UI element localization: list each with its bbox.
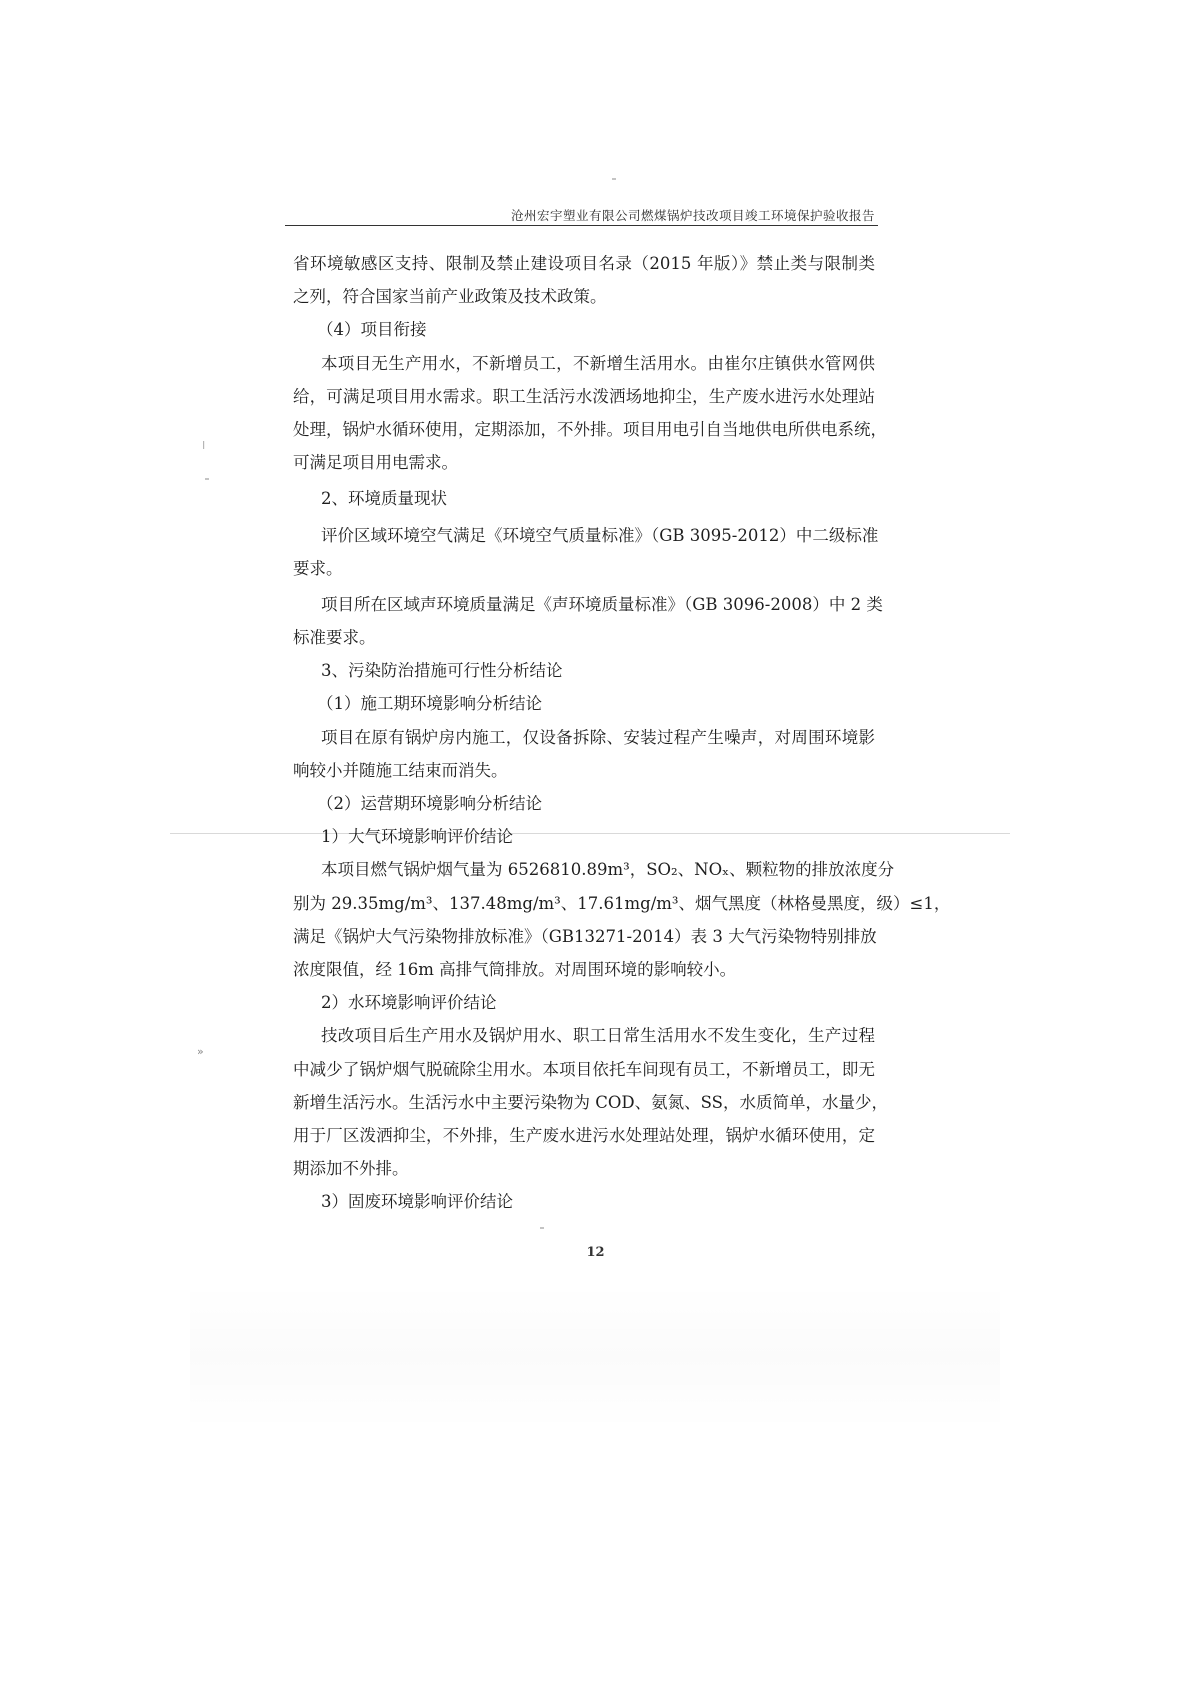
paragraph-line: 评价区域环境空气满足《环境空气质量标准》（GB 3095-2012）中二级标准 (321, 525, 879, 545)
paragraph-line: 给，可满足项目用水需求。职工生活污水泼洒场地抑尘，生产废水进污水处理站 (293, 386, 875, 406)
running-header: 沧州宏宇塑业有限公司燃煤锅炉技改项目竣工环境保护验收报告 (510, 208, 875, 223)
paragraph-line: 浓度限值，经 16m 高排气筒排放。对周围环境的影响较小。 (293, 959, 737, 979)
paragraph-line: 用于厂区泼洒抑尘，不外排，生产废水进污水处理站处理，锅炉水循环使用，定 (293, 1125, 875, 1145)
body-text (293, 247, 951, 1218)
subheading-solid-waste-impact: 3）固废环境影响评价结论 (321, 1192, 513, 1212)
scan-artifact-dot (612, 178, 616, 180)
page-number: 12 (586, 1245, 605, 1260)
paragraph-line: 期添加不外排。 (293, 1159, 409, 1179)
subheading-air-impact: 1）大气环境影响评价结论 (321, 827, 513, 847)
header-rule (285, 225, 878, 226)
scan-artifact-mark: I (202, 439, 206, 452)
paragraph-line: 省环境敏感区支持、限制及禁止建设项目名录（2015 年版）》禁止类与限制类 (293, 254, 875, 273)
scan-artifact-dot (205, 478, 209, 480)
paragraph-line: 标准要求。 (293, 628, 376, 648)
subheading-construction-period: （1）施工期环境影响分析结论 (317, 694, 542, 714)
paragraph-line: 项目在原有锅炉房内施工，仅设备拆除、安装过程产生噪声，对周围环境影 (321, 727, 875, 747)
paragraph-line: 处理，锅炉水循环使用，定期添加，不外排。项目用电引自当地供电所供电系统， (293, 419, 887, 439)
paragraph-line: 本项目燃气锅炉烟气量为 6526810.89m³，SO₂、NOₓ、颗粒物的排放浓度分 (321, 860, 895, 880)
paragraph-line: 项目所在区域声环境质量满足《声环境质量标准》（GB 3096-2008）中 2 类 (321, 594, 883, 614)
subheading-operation-period: （2）运营期环境影响分析结论 (317, 794, 542, 813)
subheading-project-connection: （4）项目衔接 (317, 320, 427, 340)
scan-artifact-mark: » (197, 1045, 204, 1058)
heading-environmental-quality: 2、环境质量现状 (321, 489, 447, 509)
paragraph-line: 别为 29.35mg/m³、137.48mg/m³、17.61mg/m³、烟气黑度（林格曼黑度，级）≤1， (293, 893, 951, 913)
paragraph-line: 中减少了锅炉烟气脱硫除尘用水。本项目依托车间现有员工，不新增员工，即无 (293, 1059, 875, 1079)
paragraph-line: 新增生活污水。生活污水中主要污染物为 COD、氨氮、SS，水质简单，水量少， (293, 1092, 888, 1112)
paragraph-line: 之列，符合国家当前产业政策及技术政策。 (293, 287, 607, 307)
paragraph-line: 响较小并随施工结束而消失。 (293, 760, 508, 780)
paragraph-line: 要求。 (293, 558, 343, 578)
paragraph-line: 满足《锅炉大气污染物排放标准》（GB13271-2014）表 3 大气污染物特别排放 (293, 926, 877, 946)
paragraph-line: 可满足项目用电需求。 (293, 453, 458, 473)
paragraph-line: 本项目无生产用水，不新增员工，不新增生活用水。由崔尔庄镇供水管网供 (321, 353, 875, 373)
scan-shadow (190, 1282, 1000, 1432)
heading-pollution-prevention: 3、污染防治措施可行性分析结论 (321, 661, 563, 681)
scan-artifact-dot (540, 1227, 544, 1229)
paragraph-line: 技改项目后生产用水及锅炉用水、职工日常生活用水不发生变化，生产过程 (321, 1026, 875, 1046)
subheading-water-impact: 2）水环境影响评价结论 (321, 993, 497, 1013)
